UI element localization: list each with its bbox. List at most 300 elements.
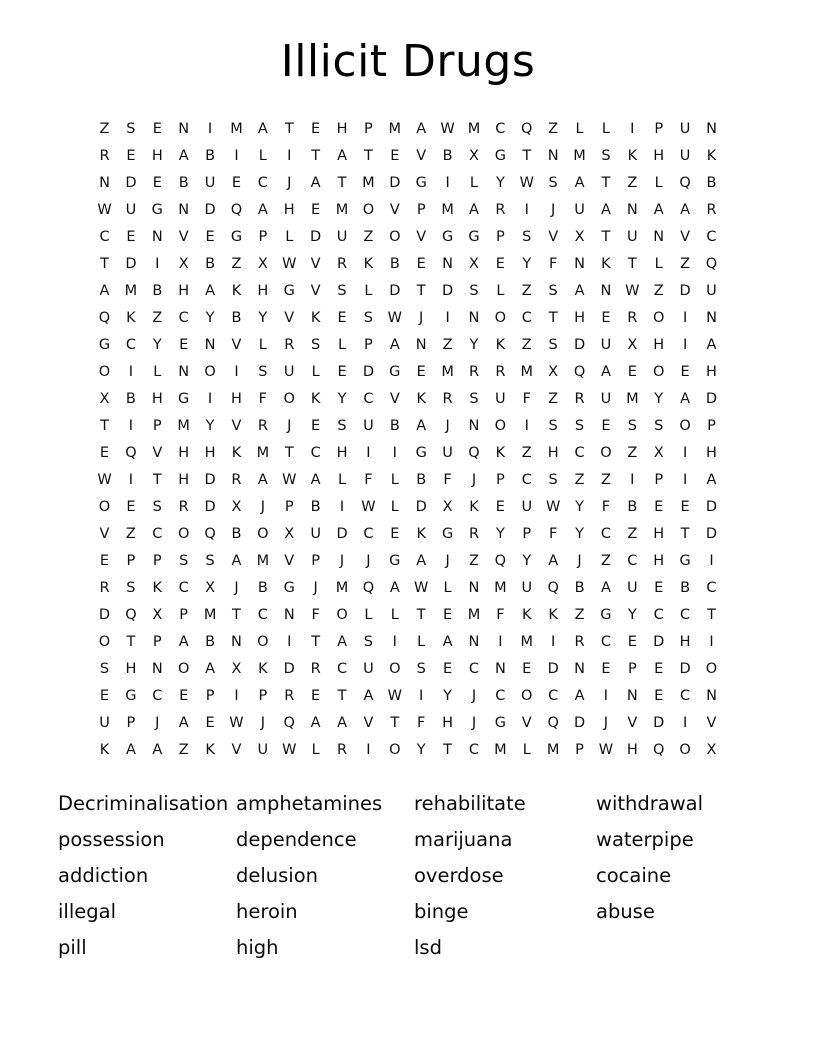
grid-cell[interactable]: A: [363, 688, 374, 705]
grid-cell[interactable]: J: [313, 580, 318, 597]
grid-cell[interactable]: S: [654, 418, 664, 435]
grid-cell[interactable]: B: [627, 499, 638, 516]
grid-cell[interactable]: T: [337, 688, 347, 705]
grid-cell[interactable]: M: [230, 121, 243, 138]
grid-cell[interactable]: O: [494, 418, 507, 435]
grid-cell[interactable]: Z: [627, 175, 638, 192]
grid-cell[interactable]: I: [339, 499, 345, 516]
grid-cell[interactable]: S: [152, 499, 162, 516]
grid-cell[interactable]: M: [520, 634, 534, 651]
grid-cell[interactable]: W: [282, 256, 297, 273]
grid-cell[interactable]: H: [283, 202, 295, 219]
grid-cell[interactable]: R: [442, 391, 453, 408]
grid-cell[interactable]: R: [495, 202, 506, 219]
grid-cell[interactable]: G: [415, 445, 427, 462]
grid-cell[interactable]: Q: [468, 445, 480, 462]
grid-cell[interactable]: M: [494, 580, 507, 597]
grid-cell[interactable]: J: [260, 715, 265, 732]
grid-cell[interactable]: B: [257, 580, 268, 597]
grid-cell[interactable]: E: [416, 364, 426, 381]
grid-cell[interactable]: Y: [258, 310, 268, 327]
grid-cell[interactable]: R: [310, 661, 321, 678]
grid-cell[interactable]: V: [284, 553, 295, 570]
grid-cell[interactable]: G: [389, 364, 401, 381]
grid-cell[interactable]: C: [680, 688, 691, 705]
grid-cell[interactable]: U: [99, 715, 110, 732]
grid-cell[interactable]: K: [706, 148, 717, 165]
grid-cell[interactable]: A: [574, 175, 585, 192]
grid-cell[interactable]: E: [654, 661, 664, 678]
grid-cell[interactable]: A: [310, 715, 321, 732]
grid-cell[interactable]: H: [547, 445, 559, 462]
grid-cell[interactable]: E: [601, 310, 611, 327]
grid-cell[interactable]: D: [125, 256, 137, 273]
grid-cell[interactable]: E: [390, 148, 400, 165]
grid-cell[interactable]: S: [258, 364, 268, 381]
grid-cell[interactable]: M: [626, 391, 639, 408]
grid-cell[interactable]: X: [574, 229, 585, 246]
grid-cell[interactable]: K: [495, 337, 506, 354]
grid-cell[interactable]: D: [283, 661, 295, 678]
grid-cell[interactable]: V: [310, 256, 321, 273]
grid-cell[interactable]: A: [680, 202, 691, 219]
grid-cell[interactable]: F: [258, 391, 268, 408]
grid-cell[interactable]: G: [494, 148, 506, 165]
grid-cell[interactable]: D: [547, 661, 559, 678]
grid-cell[interactable]: E: [522, 661, 532, 678]
grid-cell[interactable]: C: [468, 661, 480, 678]
grid-cell[interactable]: Y: [337, 391, 347, 408]
grid-cell[interactable]: X: [152, 607, 163, 624]
grid-cell[interactable]: C: [178, 310, 189, 327]
grid-cell[interactable]: V: [389, 202, 400, 219]
grid-cell[interactable]: V: [310, 283, 321, 300]
grid-cell[interactable]: F: [443, 472, 452, 489]
grid-cell[interactable]: E: [627, 634, 637, 651]
grid-cell[interactable]: L: [364, 607, 373, 624]
grid-cell[interactable]: G: [230, 229, 243, 246]
grid-cell[interactable]: T: [100, 418, 109, 435]
grid-cell[interactable]: L: [364, 283, 373, 300]
grid-cell[interactable]: D: [336, 526, 348, 543]
grid-cell[interactable]: O: [257, 526, 269, 543]
grid-cell[interactable]: F: [601, 499, 611, 516]
grid-cell[interactable]: J: [471, 472, 477, 489]
grid-cell[interactable]: H: [178, 445, 190, 462]
grid-cell[interactable]: I: [287, 634, 292, 651]
grid-cell[interactable]: T: [548, 310, 558, 327]
grid-cell[interactable]: C: [495, 121, 506, 138]
grid-cell[interactable]: I: [682, 472, 688, 489]
grid-cell[interactable]: C: [653, 607, 664, 624]
grid-cell[interactable]: T: [416, 283, 426, 300]
grid-cell[interactable]: W: [282, 742, 297, 759]
grid-cell[interactable]: K: [601, 256, 611, 273]
grid-cell[interactable]: E: [654, 499, 664, 516]
grid-cell[interactable]: J: [339, 553, 345, 570]
grid-cell[interactable]: M: [441, 364, 454, 381]
grid-cell[interactable]: D: [98, 607, 111, 624]
grid-cell[interactable]: P: [258, 688, 268, 705]
grid-cell[interactable]: I: [128, 472, 134, 489]
grid-cell[interactable]: I: [551, 634, 556, 651]
grid-cell[interactable]: R: [336, 256, 348, 273]
grid-cell[interactable]: H: [653, 337, 665, 354]
grid-cell[interactable]: N: [151, 229, 163, 246]
grid-cell[interactable]: M: [177, 418, 190, 435]
grid-cell[interactable]: P: [258, 229, 268, 246]
grid-cell[interactable]: P: [364, 337, 373, 354]
grid-cell[interactable]: E: [205, 715, 215, 732]
grid-cell[interactable]: V: [416, 148, 427, 165]
grid-cell[interactable]: L: [337, 337, 347, 354]
grid-cell[interactable]: S: [627, 418, 637, 435]
grid-cell[interactable]: S: [126, 121, 136, 138]
grid-cell[interactable]: A: [706, 472, 717, 489]
grid-cell[interactable]: R: [574, 634, 585, 651]
grid-cell[interactable]: U: [125, 202, 137, 219]
grid-cell[interactable]: A: [389, 580, 400, 597]
grid-cell[interactable]: R: [178, 499, 189, 516]
grid-cell[interactable]: Z: [521, 337, 532, 354]
word-list-item[interactable]: abuse: [596, 900, 655, 924]
grid-cell[interactable]: L: [417, 634, 426, 651]
grid-cell[interactable]: T: [284, 121, 294, 138]
grid-cell[interactable]: T: [627, 256, 637, 273]
grid-cell[interactable]: H: [653, 526, 665, 543]
grid-cell[interactable]: E: [495, 499, 505, 516]
grid-cell[interactable]: N: [600, 283, 612, 300]
grid-cell[interactable]: W: [361, 499, 376, 516]
grid-cell[interactable]: G: [600, 607, 612, 624]
grid-cell[interactable]: C: [336, 661, 348, 678]
grid-cell[interactable]: X: [257, 256, 268, 273]
grid-cell[interactable]: T: [416, 607, 426, 624]
grid-cell[interactable]: P: [707, 418, 716, 435]
grid-cell[interactable]: T: [311, 634, 321, 651]
grid-cell[interactable]: Z: [680, 256, 691, 273]
grid-cell[interactable]: I: [709, 634, 714, 651]
grid-cell[interactable]: H: [231, 391, 242, 408]
grid-cell[interactable]: H: [125, 661, 137, 678]
grid-cell[interactable]: M: [467, 607, 481, 624]
grid-cell[interactable]: G: [283, 580, 295, 597]
grid-cell[interactable]: N: [468, 418, 480, 435]
grid-cell[interactable]: X: [231, 661, 242, 678]
grid-cell[interactable]: H: [151, 391, 163, 408]
grid-cell[interactable]: T: [284, 445, 294, 462]
grid-cell[interactable]: V: [231, 742, 242, 759]
grid-cell[interactable]: O: [98, 364, 111, 381]
grid-cell[interactable]: A: [178, 715, 189, 732]
grid-cell[interactable]: E: [99, 445, 110, 462]
grid-cell[interactable]: E: [654, 688, 664, 705]
grid-cell[interactable]: G: [389, 553, 401, 570]
grid-cell[interactable]: F: [311, 607, 320, 624]
grid-cell[interactable]: U: [442, 445, 453, 462]
grid-cell[interactable]: E: [126, 229, 136, 246]
grid-cell[interactable]: E: [627, 364, 637, 381]
grid-cell[interactable]: E: [311, 121, 321, 138]
grid-cell[interactable]: H: [336, 121, 348, 138]
grid-cell[interactable]: C: [152, 526, 163, 543]
grid-cell[interactable]: V: [627, 715, 638, 732]
grid-cell[interactable]: P: [522, 526, 532, 543]
grid-cell[interactable]: D: [573, 715, 586, 732]
grid-cell[interactable]: P: [152, 418, 162, 435]
word-list-item[interactable]: Decriminalisation: [58, 792, 229, 816]
grid-cell[interactable]: X: [469, 256, 479, 273]
grid-cell[interactable]: E: [179, 688, 189, 705]
grid-cell[interactable]: A: [257, 472, 268, 489]
grid-cell[interactable]: Y: [627, 607, 637, 624]
grid-cell[interactable]: V: [363, 715, 374, 732]
grid-cell[interactable]: O: [521, 688, 533, 705]
grid-cell[interactable]: O: [600, 445, 612, 462]
grid-cell[interactable]: A: [442, 634, 453, 651]
grid-cell[interactable]: N: [468, 634, 480, 651]
grid-cell[interactable]: T: [522, 148, 532, 165]
grid-cell[interactable]: A: [706, 337, 717, 354]
grid-cell[interactable]: G: [441, 229, 454, 246]
grid-cell[interactable]: Q: [521, 121, 533, 138]
grid-cell[interactable]: H: [574, 310, 585, 327]
grid-cell[interactable]: T: [100, 256, 109, 273]
grid-cell[interactable]: W: [625, 283, 640, 300]
grid-cell[interactable]: R: [284, 688, 295, 705]
grid-cell[interactable]: M: [335, 202, 349, 219]
grid-cell[interactable]: C: [257, 607, 268, 624]
grid-cell[interactable]: J: [445, 418, 450, 435]
grid-cell[interactable]: N: [99, 175, 110, 192]
grid-cell[interactable]: B: [389, 418, 400, 435]
grid-cell[interactable]: Z: [152, 310, 163, 327]
grid-cell[interactable]: I: [498, 634, 503, 651]
grid-cell[interactable]: T: [363, 148, 373, 165]
grid-cell[interactable]: G: [283, 283, 295, 300]
grid-cell[interactable]: M: [573, 148, 586, 165]
grid-cell[interactable]: R: [468, 526, 480, 543]
grid-cell[interactable]: V: [548, 229, 559, 246]
grid-cell[interactable]: L: [496, 283, 505, 300]
grid-cell[interactable]: T: [601, 229, 611, 246]
grid-cell[interactable]: Z: [469, 553, 479, 570]
grid-cell[interactable]: S: [337, 283, 347, 300]
grid-cell[interactable]: G: [441, 526, 454, 543]
grid-cell[interactable]: A: [600, 580, 611, 597]
grid-cell[interactable]: O: [653, 310, 665, 327]
grid-cell[interactable]: X: [284, 526, 295, 543]
grid-cell[interactable]: V: [178, 229, 189, 246]
word-list-item[interactable]: overdose: [414, 864, 504, 888]
grid-cell[interactable]: L: [469, 175, 479, 192]
grid-cell[interactable]: I: [682, 337, 688, 354]
grid-cell[interactable]: I: [128, 418, 134, 435]
grid-cell[interactable]: W: [440, 121, 455, 138]
grid-cell[interactable]: H: [626, 742, 638, 759]
grid-cell[interactable]: S: [363, 634, 374, 651]
grid-cell[interactable]: A: [152, 742, 163, 759]
grid-cell[interactable]: H: [706, 364, 717, 381]
grid-cell[interactable]: B: [205, 634, 216, 651]
grid-cell[interactable]: V: [284, 310, 295, 327]
grid-cell[interactable]: M: [256, 445, 270, 462]
grid-cell[interactable]: S: [99, 661, 110, 678]
grid-cell[interactable]: W: [97, 202, 112, 219]
grid-cell[interactable]: L: [337, 472, 347, 489]
grid-cell[interactable]: G: [178, 391, 190, 408]
grid-cell[interactable]: Q: [230, 202, 243, 219]
grid-cell[interactable]: D: [389, 283, 401, 300]
grid-cell[interactable]: D: [310, 229, 322, 246]
grid-cell[interactable]: H: [653, 553, 665, 570]
grid-cell[interactable]: V: [152, 445, 163, 462]
grid-cell[interactable]: I: [234, 364, 239, 381]
grid-cell[interactable]: U: [627, 229, 638, 246]
grid-cell[interactable]: K: [310, 310, 321, 327]
grid-cell[interactable]: M: [546, 742, 560, 759]
grid-cell[interactable]: Z: [574, 607, 585, 624]
grid-cell[interactable]: H: [706, 445, 717, 462]
grid-cell[interactable]: U: [363, 661, 374, 678]
grid-cell[interactable]: L: [311, 364, 320, 381]
grid-cell[interactable]: O: [98, 634, 111, 651]
grid-cell[interactable]: Q: [125, 607, 137, 624]
grid-cell[interactable]: Q: [653, 742, 665, 759]
grid-cell[interactable]: Q: [494, 553, 507, 570]
grid-cell[interactable]: A: [310, 472, 321, 489]
grid-cell[interactable]: N: [178, 202, 190, 219]
grid-cell[interactable]: U: [627, 580, 638, 597]
grid-cell[interactable]: I: [207, 121, 213, 138]
grid-cell[interactable]: F: [364, 472, 373, 489]
grid-cell[interactable]: T: [680, 526, 690, 543]
grid-cell[interactable]: U: [521, 580, 533, 597]
grid-cell[interactable]: B: [152, 283, 163, 300]
grid-cell[interactable]: I: [155, 256, 160, 273]
grid-cell[interactable]: R: [495, 364, 506, 381]
grid-cell[interactable]: Y: [205, 310, 215, 327]
grid-cell[interactable]: G: [125, 688, 137, 705]
grid-cell[interactable]: G: [151, 202, 163, 219]
grid-cell[interactable]: E: [416, 256, 426, 273]
grid-cell[interactable]: A: [257, 202, 268, 219]
grid-cell[interactable]: S: [548, 472, 558, 489]
grid-cell[interactable]: Z: [600, 553, 611, 570]
grid-cell[interactable]: H: [442, 715, 454, 732]
grid-cell[interactable]: C: [468, 742, 480, 759]
grid-cell[interactable]: T: [152, 472, 162, 489]
grid-cell[interactable]: D: [204, 472, 216, 489]
grid-cell[interactable]: Z: [627, 445, 638, 462]
grid-cell[interactable]: I: [366, 742, 371, 759]
grid-cell[interactable]: S: [601, 148, 611, 165]
grid-cell[interactable]: A: [574, 688, 585, 705]
grid-cell[interactable]: U: [600, 391, 612, 408]
grid-cell[interactable]: D: [653, 634, 665, 651]
grid-cell[interactable]: Y: [495, 175, 505, 192]
grid-cell[interactable]: P: [179, 607, 189, 624]
grid-cell[interactable]: P: [126, 553, 136, 570]
grid-cell[interactable]: J: [471, 715, 477, 732]
grid-cell[interactable]: U: [574, 202, 585, 219]
grid-cell[interactable]: V: [416, 229, 427, 246]
grid-cell[interactable]: M: [256, 553, 270, 570]
grid-cell[interactable]: S: [548, 418, 558, 435]
grid-cell[interactable]: P: [364, 121, 373, 138]
grid-cell[interactable]: E: [99, 553, 110, 570]
grid-cell[interactable]: I: [128, 364, 134, 381]
grid-cell[interactable]: A: [416, 418, 427, 435]
grid-cell[interactable]: S: [469, 283, 479, 300]
grid-cell[interactable]: U: [283, 364, 295, 381]
grid-cell[interactable]: H: [178, 472, 190, 489]
grid-cell[interactable]: K: [99, 742, 110, 759]
grid-cell[interactable]: I: [682, 445, 688, 462]
grid-cell[interactable]: Q: [573, 364, 586, 381]
grid-cell[interactable]: A: [205, 661, 216, 678]
grid-cell[interactable]: T: [390, 715, 400, 732]
grid-cell[interactable]: Y: [522, 256, 532, 273]
grid-cell[interactable]: W: [519, 175, 534, 192]
grid-cell[interactable]: F: [548, 256, 558, 273]
grid-cell[interactable]: I: [207, 391, 213, 408]
grid-cell[interactable]: Y: [416, 742, 426, 759]
grid-cell[interactable]: B: [680, 580, 691, 597]
grid-cell[interactable]: E: [390, 526, 400, 543]
grid-cell[interactable]: D: [125, 175, 137, 192]
grid-cell[interactable]: E: [495, 256, 505, 273]
grid-cell[interactable]: I: [682, 310, 688, 327]
grid-cell[interactable]: A: [205, 283, 216, 300]
grid-cell[interactable]: I: [524, 418, 529, 435]
grid-cell[interactable]: E: [311, 688, 321, 705]
grid-cell[interactable]: J: [445, 553, 450, 570]
grid-cell[interactable]: C: [152, 688, 163, 705]
grid-cell[interactable]: D: [442, 283, 454, 300]
grid-cell[interactable]: D: [705, 526, 718, 543]
grid-cell[interactable]: N: [468, 580, 480, 597]
grid-cell[interactable]: R: [99, 580, 110, 597]
grid-cell[interactable]: C: [548, 688, 559, 705]
grid-cell[interactable]: Z: [521, 445, 532, 462]
grid-cell[interactable]: C: [600, 634, 611, 651]
grid-cell[interactable]: N: [626, 688, 638, 705]
grid-cell[interactable]: G: [468, 229, 480, 246]
grid-cell[interactable]: L: [575, 121, 584, 138]
grid-cell[interactable]: E: [680, 499, 690, 516]
grid-cell[interactable]: K: [495, 445, 506, 462]
grid-cell[interactable]: N: [574, 661, 585, 678]
grid-cell[interactable]: Z: [548, 391, 559, 408]
grid-cell[interactable]: L: [258, 148, 267, 165]
grid-cell[interactable]: R: [706, 202, 717, 219]
grid-cell[interactable]: S: [574, 418, 585, 435]
grid-cell[interactable]: A: [416, 121, 427, 138]
grid-cell[interactable]: Q: [547, 580, 559, 597]
grid-cell[interactable]: Y: [654, 391, 664, 408]
grid-cell[interactable]: V: [706, 715, 717, 732]
grid-cell[interactable]: Q: [283, 715, 295, 732]
grid-cell[interactable]: Y: [522, 553, 532, 570]
grid-cell[interactable]: X: [99, 391, 110, 408]
grid-cell[interactable]: X: [231, 499, 242, 516]
grid-cell[interactable]: A: [680, 391, 691, 408]
grid-cell[interactable]: D: [705, 499, 718, 516]
grid-cell[interactable]: O: [98, 499, 111, 516]
grid-cell[interactable]: Y: [152, 337, 162, 354]
grid-cell[interactable]: S: [363, 310, 374, 327]
